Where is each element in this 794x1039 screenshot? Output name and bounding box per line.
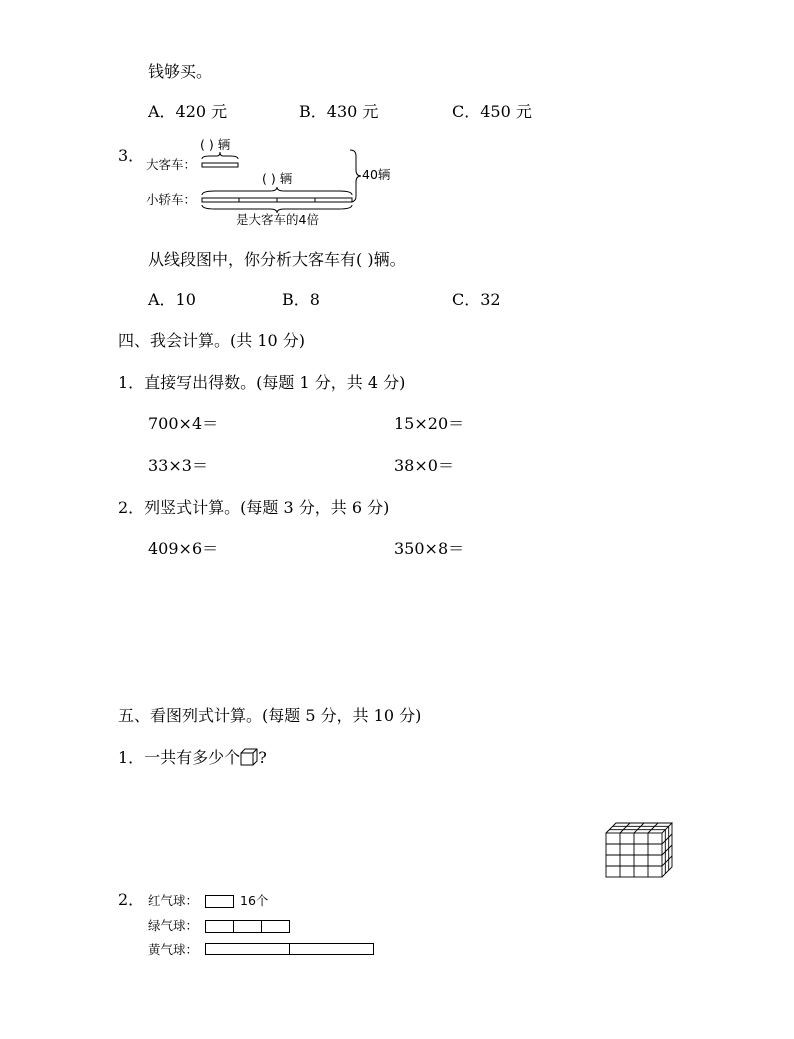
green-balloon-bar (206, 921, 290, 933)
car-ratio-note: 是大客车的4倍 (236, 212, 319, 227)
car-label: 小轿车： (146, 192, 197, 207)
bus-label: 大客车： (146, 157, 197, 172)
section-4-part-2-title: 2．列竖式计算。(每题 3 分，共 6 分) (118, 498, 390, 517)
section-4-part-1-title: 1．直接写出得数。(每题 1 分，共 4 分) (118, 373, 406, 392)
section-5-question-2-number: 2． (118, 890, 145, 909)
vertical-calc-item: 350×8＝ (394, 539, 465, 558)
vertical-calc-item: 409×6＝ (148, 539, 219, 558)
total-label: 40辆 (362, 167, 391, 182)
car-blank: ( ) 辆 (262, 171, 293, 186)
question-3-option-c: C．32 (452, 290, 501, 309)
question-2-option-b: B．430 元 (299, 102, 379, 121)
red-balloon-bar (206, 896, 234, 908)
bus-blank: ( ) 辆 (200, 137, 231, 152)
question-3-text: 从线段图中，你分析大客车有( )辆。 (148, 250, 406, 269)
calc-item: 38×0＝ (394, 456, 454, 475)
question-1-mark: ? (258, 748, 267, 767)
question-3-number: 3． (118, 146, 145, 165)
yellow-balloon-label: 黄气球： (148, 942, 199, 957)
calc-item: 33×3＝ (148, 456, 208, 475)
calc-item: 700×4＝ (148, 414, 219, 433)
section-4-title: 四、我会计算。(共 10 分) (118, 331, 306, 350)
question-2-tail: 钱够买。 (148, 62, 213, 81)
question-2-option-c: C．450 元 (452, 102, 532, 121)
calc-item: 15×20＝ (394, 414, 465, 433)
red-balloon-label: 红气球： (148, 893, 199, 908)
section-5-title: 五、看图列式计算。(每题 5 分，共 10 分) (118, 706, 422, 725)
question-3-option-b: B．8 (282, 290, 320, 309)
red-balloon-count: 16个 (240, 893, 269, 908)
question-3-option-a: A．10 (148, 290, 196, 309)
question-2-option-a: A．420 元 (148, 102, 228, 121)
question-1-text: 1．一共有多少个 (118, 748, 241, 767)
green-balloon-label: 绿气球： (148, 918, 199, 933)
